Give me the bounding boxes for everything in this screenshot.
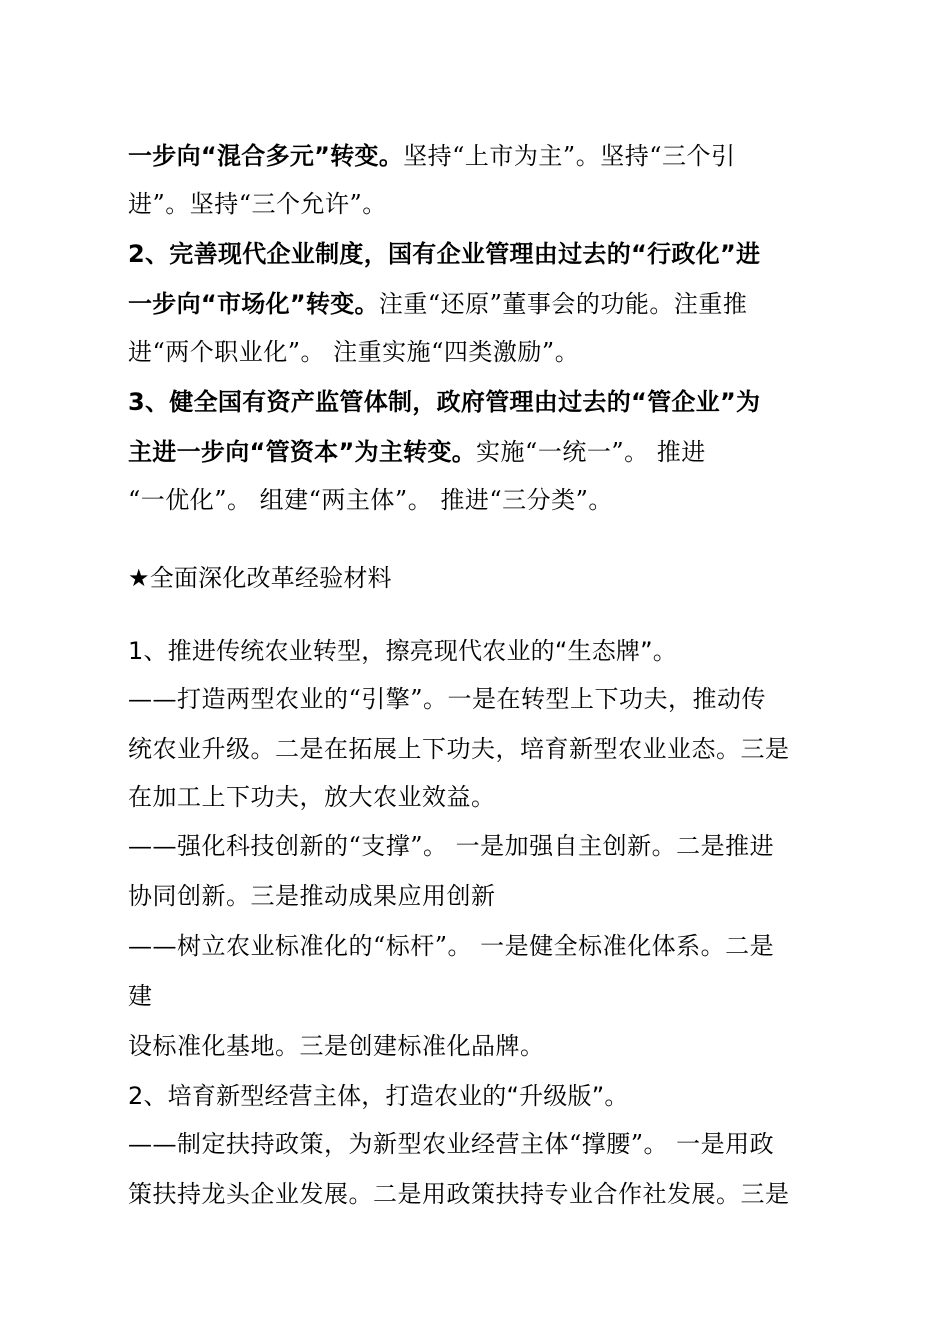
bold-text: 主进一步向“管资本”为主转变。: [128, 438, 477, 466]
paragraph-line: ——树立农业标准化的“标杆”。 一是健全标准化体系。二是: [128, 932, 775, 960]
paragraph-line: 统农业升级。二是在拓展上下功夫，培育新型农业业态。三是: [128, 735, 790, 763]
paragraph-line: 建: [128, 982, 153, 1010]
paragraph-line: ——强化科技创新的“支撑”。 一是加强自主创新。二是推进: [128, 832, 775, 860]
bold-text: 一步向“混合多元”转变。: [128, 142, 404, 170]
paragraph-line: 策扶持龙头企业发展。二是用政策扶持专业合作社发展。三是: [128, 1180, 790, 1208]
paragraph-line: ——打造两型农业的“引擎”。一是在转型上下功夫，推动传: [128, 685, 767, 713]
paragraph-line: 进”。坚持“三个允许”。: [128, 190, 387, 218]
subsection-title-1: 1、推进传统农业转型，擦亮现代农业的“生态牌”。: [128, 637, 677, 665]
paragraph-line: [128, 140, 735, 172]
regular-text: 注重“还原”董事会的功能。注重推: [378, 290, 748, 318]
paragraph-line: 在加工上下功夫，放大农业效益。: [128, 783, 496, 811]
numbered-item-3: 3、健全国有资产监管体制，政府管理由过去的“管企业”为: [128, 388, 761, 416]
paragraph-line: [128, 288, 747, 320]
bold-text: 一步向“市场化”转变。: [128, 290, 379, 318]
paragraph-line: ——制定扶持政策，为新型农业经营主体“撑腰”。 一是用政: [128, 1130, 775, 1158]
subsection-title-2: 2、培育新型经营主体，打造农业的“升级版”。: [128, 1082, 629, 1110]
section-heading: ★全面深化改革经验材料: [128, 564, 392, 592]
regular-text: 坚持“上市为主”。坚持“三个引: [403, 142, 736, 170]
regular-text: 实施“一统一”。 推进: [476, 438, 706, 466]
paragraph-line: “一优化”。 组建“两主体”。 推进“三分类”。: [128, 486, 613, 514]
numbered-item-2: 2、完善现代企业制度，国有企业管理由过去的“行政化”进: [128, 240, 761, 268]
paragraph-line: 进“两个职业化”。 注重实施“四类激励”。: [128, 338, 580, 366]
paragraph-line: [128, 436, 706, 468]
paragraph-line: 协同创新。三是推动成果应用创新: [128, 882, 496, 910]
paragraph-line: 设标准化基地。三是创建标准化品牌。: [128, 1032, 545, 1060]
